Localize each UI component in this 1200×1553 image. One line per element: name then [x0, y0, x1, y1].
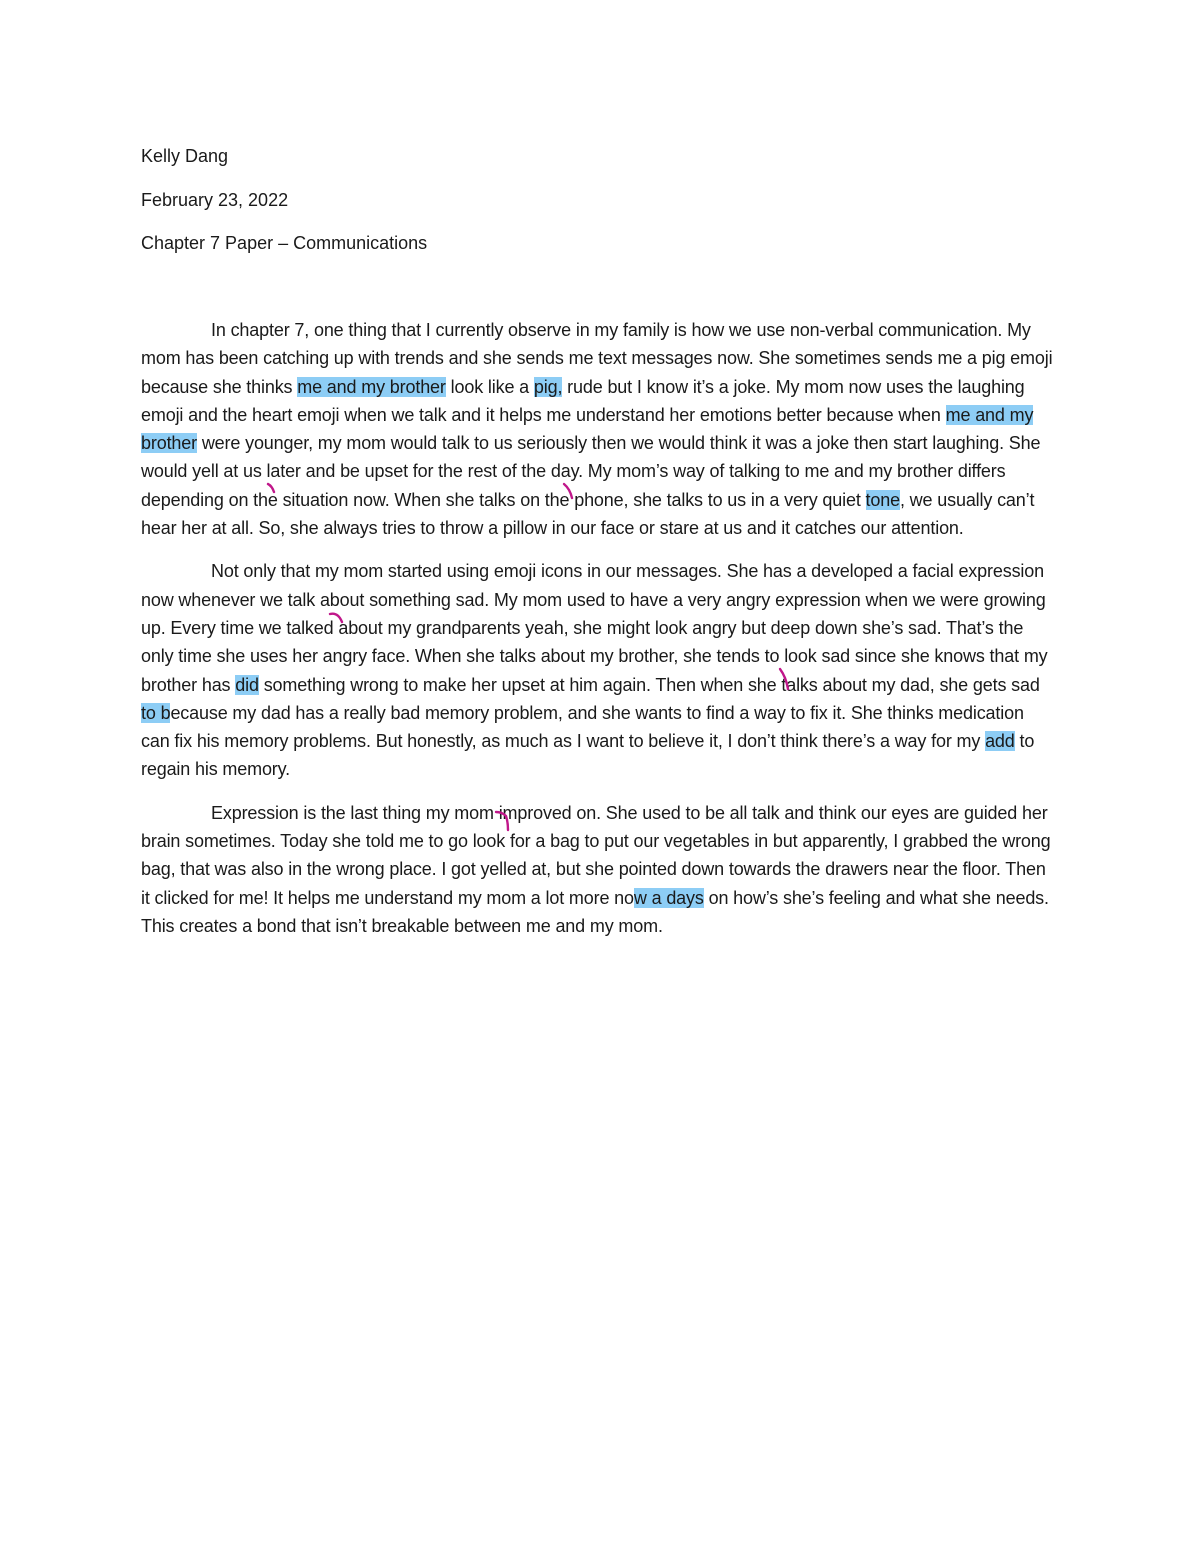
essay-body	[141, 316, 1056, 955]
document-date: February 23, 2022	[141, 190, 289, 210]
paragraph-text: Not only that my mom started using emoji icons in our messages. She has a developed a facial expression now whenever we talk about something sad. My mom used to have a very angry expression when we were growing up. Every time we talked about my grandparents yeah, she might look angry but deep down she’s sad. That’s the only time she uses her angry face. When she talks about my brother, she tends to look sad since she knows that my brother has	[141, 561, 1048, 695]
highlighted-text: w a days	[633, 887, 704, 908]
document-title: Chapter 7 Paper – Communications	[141, 233, 428, 253]
paragraph-text: Expression is the last thing my mom improved on. She used to be all talk and think our eyes are guided her brain sometimes. Today she told me to go look for a bag to put our vegetables in but apparently, I grabbed the wrong bag, that was also in the wrong place. I got yelled at, but she pointed down towards the drawers near the floor. Then it clicked for me! It helps me understand my mom a lot more no	[141, 802, 1051, 908]
paragraph-text: rude but I know it’s a joke. My mom now uses the laughing emoji and the heart emoji when we talk and it helps me understand her emotions better because when	[141, 376, 1025, 425]
paragraph-text: something wrong to make her upset at him again. Then when she talks about my dad, she gets sad	[258, 674, 1040, 695]
essay-paragraph	[141, 799, 1056, 940]
highlighted-text: add	[985, 731, 1015, 752]
author-name: Kelly Dang	[141, 146, 229, 166]
highlighted-text: did	[235, 674, 259, 695]
highlighted-text: pig,	[533, 376, 563, 397]
essay-paragraph	[141, 557, 1056, 783]
paragraph-text: to regain his memory.	[141, 731, 1035, 780]
essay-paragraph	[141, 316, 1056, 542]
paragraph-text: were younger, my mom would talk to us seriously then we would think it was a joke then start laughing. She would yell at us later and be upset for the rest of the day. My mom’s way of talking to me and my brother differs depending on the situation now. When she talks on the phone, she talks to us in a very quiet	[141, 433, 1041, 510]
highlighted-text: tone	[865, 489, 900, 510]
paragraph-text: look like a	[445, 376, 534, 397]
paragraph-text: on how’s she’s feeling and what she needs. This creates a bond that isn’t breakable between me and my mom.	[141, 887, 1049, 936]
highlighted-text: to b	[141, 702, 171, 723]
highlighted-text: me and my brother	[297, 376, 446, 397]
paragraph-text: In chapter 7, one thing that I currently observe in my family is how we use non-verbal communication. My mom has been catching up with trends and she sends me text messages now. She sometimes sends me a pig emoji because she thinks	[141, 320, 1053, 397]
paragraph-text: , we usually can’t hear her at all. So, she always tries to throw a pillow in our face or stare at us and it catches our attention.	[141, 489, 1035, 539]
highlighted-text: me and my brother	[141, 404, 1034, 454]
paragraph-text: ecause my dad has a really bad memory problem, and she wants to find a way to fix it. She thinks medication can fix his memory problems. But honestly, as much as I want to believe it, I don’t think there’s a way for my	[141, 702, 1024, 752]
